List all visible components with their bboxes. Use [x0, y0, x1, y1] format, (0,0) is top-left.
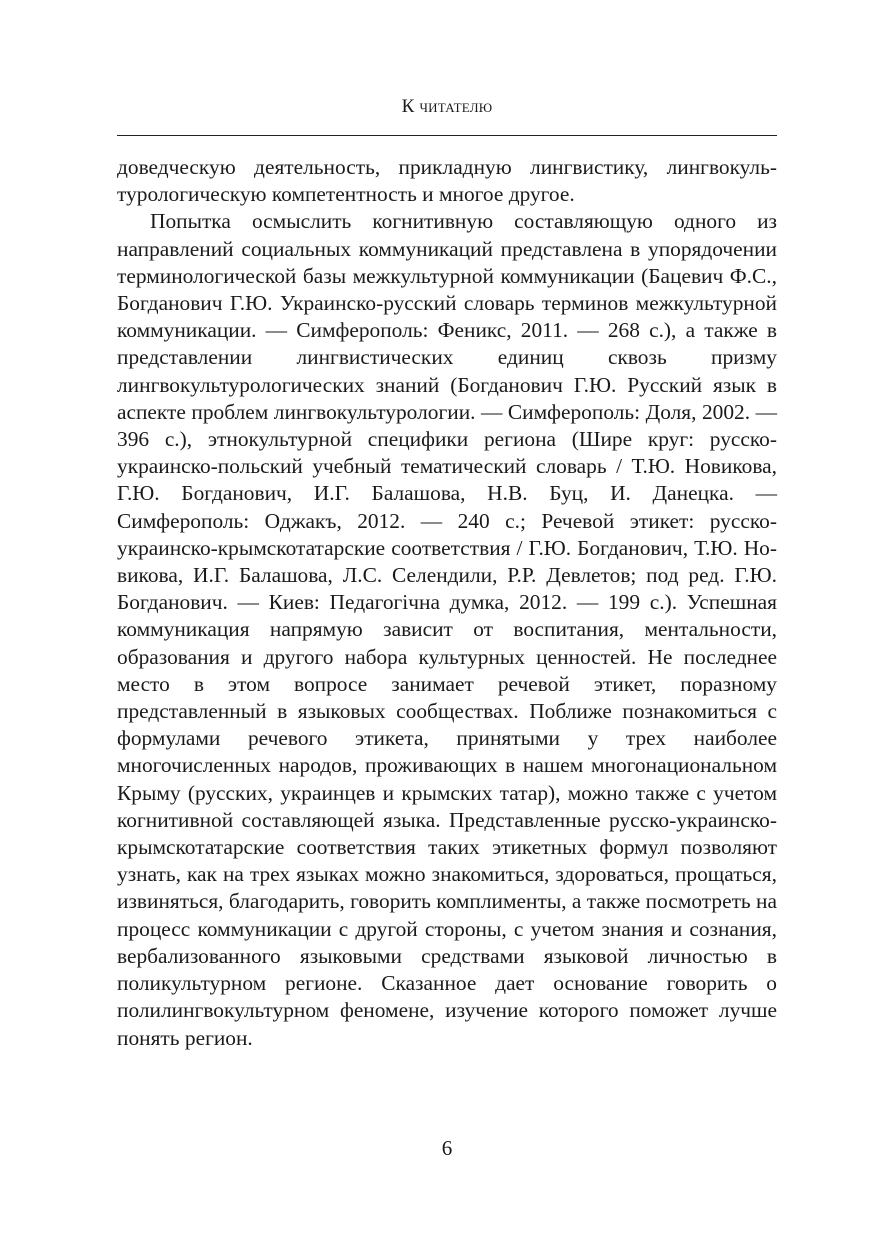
- body-text: [117, 154, 777, 1052]
- running-head-title: читателю: [414, 96, 493, 117]
- paragraph-main: Попытка осмыслить когнитивную составляющую одного из направлений социальных коммуникаций представлена в упорядочении терминологической базы межкультурной коммуникации (Бацевич Ф.С., Богданович Г.Ю. Украинско-русский словарь терминов межкультурной коммуникации. — Симферополь: Феникс, 2011. — 268 с.), а также в представлении лингвистических единиц сквозь призму лингвокультурологических знаний (Богданович Г.Ю. Русский язык в аспекте проблем лингвокультурологии. — Симферополь: Доля, 2002. — 396 с.), этнокультурной специфики региона (Шире круг: русско-украинско-польский учебный тематический словарь / Т.Ю. Новикова, Г.Ю. Богданович, И.Г. Балашова, Н.В. Буц, И. Данецка. — Симферополь: Оджакъ, 2012. — 240 с.; Речевой этикет: русско-украинско-крымскотатарские соответствия / Г.Ю. Богданович, Т.Ю. Новикова, И.Г. Балашова, Л.С. Селендили, Р.Р. Девлетов; под ред. Г.Ю. Богданович. — Киев: Педагогічна думка, 2012. — 199 с.). Успешная коммуникация напрямую зависит от воспитания, ментальности, образования и другого набора культурных ценностей. Не последнее место в этом вопросе занимает речевой этикет, поразному представленный в языковых сообществах. Поближе познакомиться с формулами речевого этикета, принятыми у трех наиболее многочисленных народов, проживающих в нашем многонациональном Крыму (русских, украинцев и крымских татар), можно также с учетом когнитивной составляющей языка. Представленные русско-украинско-крымскотатарские соответствия таких этикетных формул позволяют узнать, как на трех языках можно знакомиться, здороваться, прощаться, извиняться, благодарить, говорить комплименты, а также посмотреть на процесс коммуникации с другой стороны, с учетом знания и сознания, вербализованного языковыми средствами языковой личностью в поликультурном регионе. Сказанное дает основание говорить о полилингвокультурном феномене, изучение которого поможет лучше понять регион.: [117, 209, 777, 1050]
- running-head: [117, 96, 777, 118]
- header-rule: [117, 135, 777, 136]
- page-number: 6: [441, 1136, 453, 1160]
- paragraph-continuation: доведческую деятельность, прикладную лингвистику, лингвокультурологическую компетентность и многое другое.: [117, 155, 777, 207]
- running-head-initial: К: [401, 96, 415, 117]
